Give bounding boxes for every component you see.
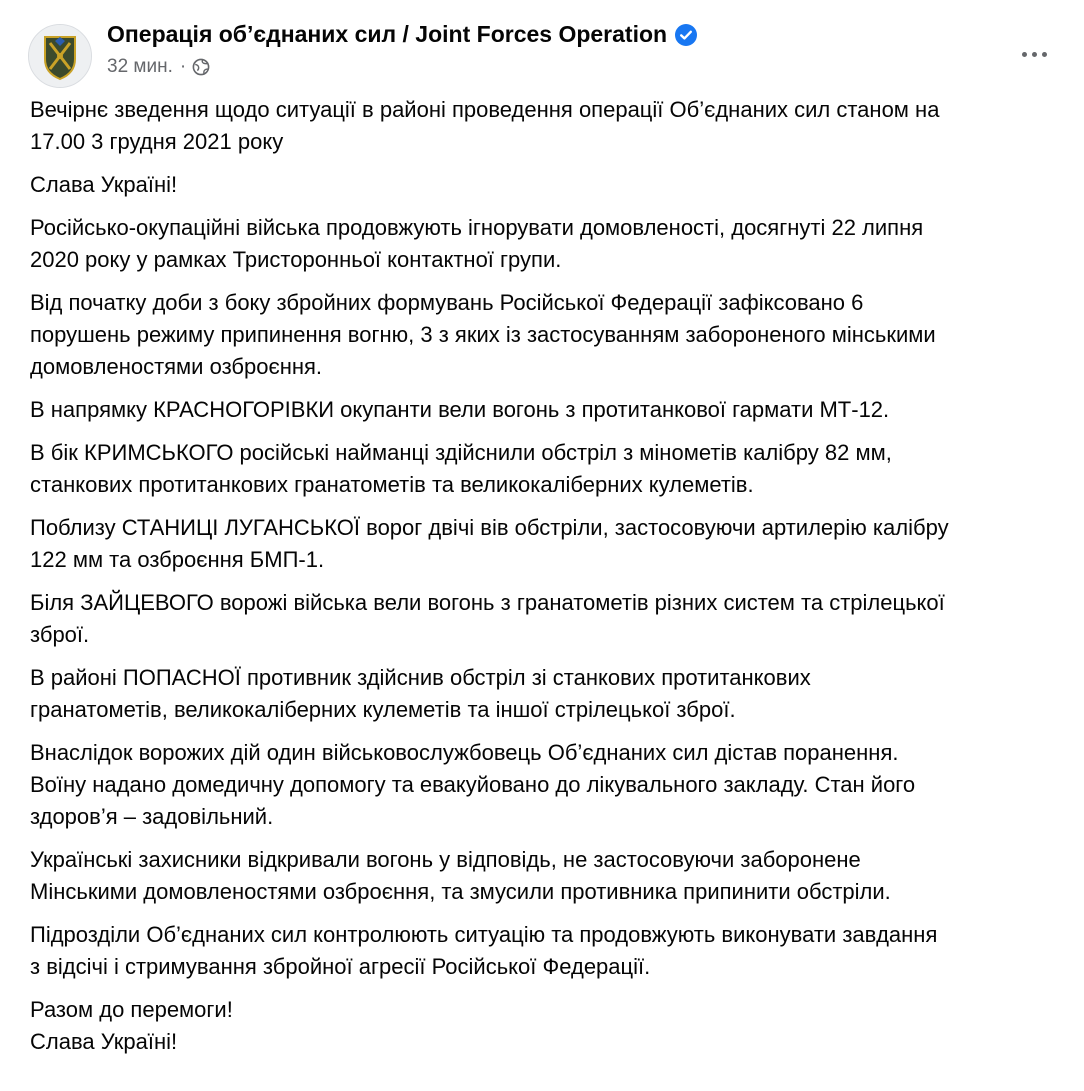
post-paragraph: В бік КРИМСЬКОГО російські найманці здійснили обстріл з мінометів калібру 82 мм, станкових протитанкових гранатометів та великокаліберних кулеметів. (30, 440, 892, 497)
more-dot (1042, 52, 1047, 57)
more-dot (1022, 52, 1027, 57)
post-paragraph: В районі ПОПАСНОЇ противник здійснив обстріл зі станкових протитанкових гранатометів, великокаліберних кулеметів та іншої стрілецької зброї. (30, 665, 811, 722)
post-timestamp[interactable]: 32 мин. (107, 56, 173, 77)
post-paragraph: Біля ЗАЙЦЕВОГО ворожі війська вели вогонь з гранатометів різних систем та стрілецької зброї. (30, 590, 945, 647)
post-body (30, 94, 1066, 1069)
post-paragraph: Російсько-окупаційні війська продовжують ігнорувати домовленості, досягнуті 22 липня 2020 року у рамках Тристоронньої контактної групи. (30, 215, 924, 272)
page-avatar[interactable] (28, 24, 92, 88)
post-author[interactable] (107, 21, 697, 48)
meta-separator: · (179, 56, 187, 77)
post-paragraph: Вечірнє зведення щодо ситуації в районі проведення операції Об’єднаних сил станом на 17.00 3 грудня 2021 року (30, 97, 940, 154)
post-paragraph: Українські захисники відкривали вогонь у відповідь, не застосовуючи заборонене Мінськими домовленостями озброєння, та змусили противника припинити обстріли. (30, 847, 891, 904)
post-author-label[interactable]: Операція об’єднаних сил / Joint Forces Operation (107, 21, 668, 47)
post-paragraph: В напрямку КРАСНОГОРІВКИ окупанти вели вогонь з протитанкової гармати МТ-12. (30, 397, 890, 422)
post-paragraph: Поблизу СТАНИЦІ ЛУГАНСЬКОЇ ворог двічі вів обстріли, застосовуючи артилерію калібру 122 мм та озброєння БМП-1. (30, 515, 949, 572)
jfo-emblem-icon (29, 25, 91, 87)
more-options-icon[interactable] (1012, 34, 1056, 74)
post-header (28, 16, 1060, 86)
more-dot (1032, 52, 1037, 57)
post-paragraph: Від початку доби з боку збройних формувань Російської Федерації зафіксовано 6 порушень режиму припинення вогню, 3 з яких із застосуванням забороненого мінськими домовленостями озброєння. (30, 290, 936, 379)
post-paragraph: Разом до перемоги! Слава Україні! (30, 997, 233, 1054)
globe-icon[interactable] (192, 58, 210, 76)
post-paragraph: Внаслідок ворожих дій один військовослужбовець Об’єднаних сил дістав поранення. Воїну надано домедичну допомогу та евакуйовано до лікувального закладу. Стан його здоров’я – задовільний. (30, 740, 916, 829)
post-paragraph: Слава Україні! (30, 172, 178, 197)
post-paragraph: Підрозділи Об’єднаних сил контролюють ситуацію та продовжують виконувати завдання з відсічі і стримування збройної агресії Російської Федерації. (30, 922, 938, 979)
post-meta (107, 56, 210, 78)
verified-badge-icon (675, 24, 697, 46)
